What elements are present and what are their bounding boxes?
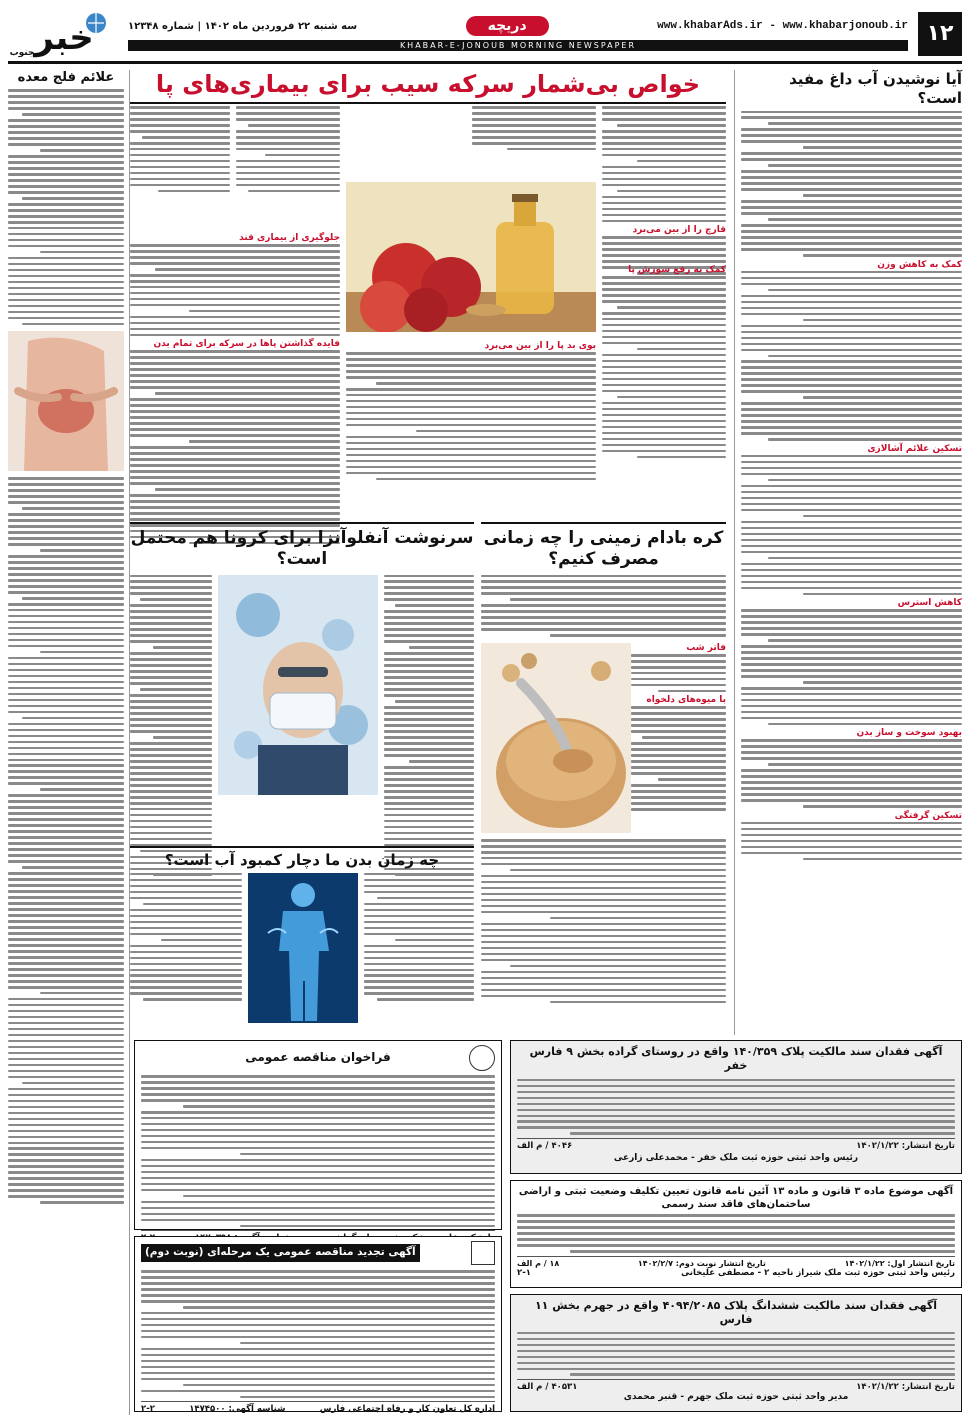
section-tag: دریچه: [466, 16, 549, 36]
tender2-org: اداره کل تعاون کار و رفاه اجتماعی فارس: [319, 1404, 495, 1415]
almond-butter-title: کره بادام زمینی را چه زمانی مصرف کنیم؟: [483, 528, 724, 570]
ad3-signer: مدیر واحد ثبتی حوزه ثبت ملک جهرم - قنبر محمدی: [623, 1392, 849, 1403]
ad2-badge: ۲-۱: [517, 1267, 531, 1278]
vinegar-text-col3: [236, 106, 340, 226]
gastroparesis-title: علائم فلج معده: [17, 70, 115, 85]
virus-photo: [218, 575, 378, 795]
subheading-achalasia: تسکین علائم آشالازی: [867, 443, 962, 454]
peanut-butter-photo: [481, 643, 631, 833]
masthead-center: [118, 16, 918, 51]
site-url[interactable]: www.khabarAds.ir - www.khabarjonoub.ir: [657, 20, 908, 32]
tender-gerash: [134, 1040, 502, 1230]
apple-vinegar-photo: [346, 182, 596, 332]
article-text: [741, 111, 962, 257]
subheading-odor: بوی بد پا را از بین می‌برد: [484, 341, 596, 351]
ad1-signer: رئیس واحد ثبتی حوزه ثبت ملک خفر - محمدعلی زارعی: [613, 1153, 859, 1164]
newspaper-logo: [8, 9, 118, 59]
ad1-title: آگهی فقدان سند مالکیت پلاک ۱۴۰/۳۵۹ واقع در روستای گراده بخش ۹ فارس خفر: [529, 1045, 943, 1073]
main-column: [130, 70, 726, 1035]
page-number: ۱۲: [918, 12, 962, 56]
issue-date: سه شنبه ۲۲ فروردین ماه ۱۴۰۲ | شماره ۱۲۳۴۸: [128, 20, 358, 32]
subheading-cramps: تسکین گرفتگی: [894, 810, 962, 821]
subheading-foot-soak: فایده گذاشتن پاها در سرکه برای تمام بدن: [153, 339, 340, 350]
ad1-code: ۴۰۴۶ / م الف: [517, 1141, 573, 1152]
human-body-water-image: [248, 873, 358, 1023]
ad2-title: آگهی موضوع ماده ۳ قانون و ماده ۱۳ آئین نامه قانون تعیین تکلیف وضعیت ثبتی و اراضی ساختمان‌های فاقد سند رسمی: [518, 1186, 954, 1210]
logo-icon: [8, 9, 118, 59]
hot-water-title: آیا نوشیدن آب داغ مفید است؟: [789, 70, 962, 107]
dehydration-article: [130, 846, 474, 1032]
ad2-code: ۱۸ / م الف: [517, 1258, 560, 1268]
university-emblem-icon: [469, 1045, 495, 1071]
dehydration-title: چه زمان بدن ما دچار کمبود آب است؟: [164, 851, 440, 869]
ad-lost-deed-khafr: [510, 1040, 962, 1174]
stomach-pain-photo: [8, 331, 124, 471]
gastroparesis-article: [8, 70, 130, 1415]
apple-vinegar-image: [346, 182, 596, 332]
hot-water-article: [734, 70, 962, 1035]
tender-fars-labor: [134, 1236, 502, 1415]
tender1-title: فراخوان مناقصه عمومی: [245, 1050, 391, 1065]
subheading-weight-loss: کمک به کاهش وزن: [877, 259, 962, 270]
virus-mask-image: [218, 575, 378, 795]
ad-lost-deed-jahrom: [510, 1294, 962, 1412]
subheading-stress: کاهش استرس: [897, 598, 962, 609]
subheading-night: فاتر شب: [686, 642, 726, 653]
stomach-pain-image: [8, 331, 124, 471]
peanut-butter-image: [481, 643, 631, 833]
iran-emblem-icon: [471, 1241, 495, 1265]
ad3-code: ۴۰۵۳۱ / م الف: [517, 1382, 578, 1393]
subheading-fungus: قارچ را از بین می‌برد: [632, 225, 726, 236]
content-area: [8, 70, 962, 1415]
ad-registration-law: [510, 1180, 962, 1288]
subheading-metabolism: بهبود سوخت و ساز بدن: [856, 728, 962, 739]
subheading-fruits: با میوه‌های دلخواه: [646, 695, 726, 706]
vinegar-text-col1: [602, 106, 726, 256]
subheading-sugar: جلوگیری از بیماری قند: [239, 233, 340, 243]
corona-article: [130, 522, 474, 840]
subheading-burning: کمک به رفع سوزش پا: [628, 265, 726, 275]
almond-butter-article: [481, 522, 726, 1032]
tender2-title: آگهی تجدید مناقصه عمومی یک مرحله‌ای (نوبت دوم): [141, 1244, 420, 1262]
body-water-photo: [248, 873, 358, 1023]
logo-text: خبر: [34, 17, 94, 58]
vinegar-text-col6: [602, 262, 726, 502]
vinegar-text-col5: [130, 230, 340, 520]
ad2-date2: تاریخ انتشار نوبت دوم: ۱۴۰۲/۲/۷: [637, 1258, 766, 1268]
vinegar-text-col4: [130, 106, 230, 226]
ad3-title: آگهی فقدان سند مالکیت ششدانگ پلاک ۴۰۹۴/۲۰۸۵ واقع در جهرم بخش ۱۱ فارس: [534, 1299, 938, 1327]
vinegar-headline-box: [130, 70, 726, 104]
corona-title: سرنوشت آنفلوآنزا برای کرونا هم محتمل است؟: [130, 528, 474, 570]
ad1-date: تاریخ انتشار: ۱۴۰۲/۱/۲۲: [856, 1141, 955, 1152]
ad2-signer: رئیس واحد ثبتی حوزه ثبت ملک شیراز ناحیه ۲ - مصطفی علیخانی: [681, 1267, 955, 1278]
tender2-badge: ۲-۲: [141, 1404, 155, 1415]
masthead-subtitle: KHABAR-E-JONOUB MORNING NEWSPAPER: [128, 40, 908, 51]
masthead: [8, 6, 962, 64]
logo-subtext: جنوب: [9, 47, 35, 58]
vinegar-headline: خواص بی‌شمار سرکه سیب برای بیماری‌های پا: [155, 70, 701, 98]
ad3-date: تاریخ انتشار: ۱۴۰۲/۱/۲۲: [856, 1382, 955, 1393]
ad2-date1: تاریخ انتشار اول: ۱۴۰۲/۱/۲۲: [844, 1258, 955, 1268]
vinegar-text-col7: [346, 338, 596, 508]
tender2-code: شناسه آگهی: ۱۴۷۴۵۰۰: [189, 1404, 286, 1415]
